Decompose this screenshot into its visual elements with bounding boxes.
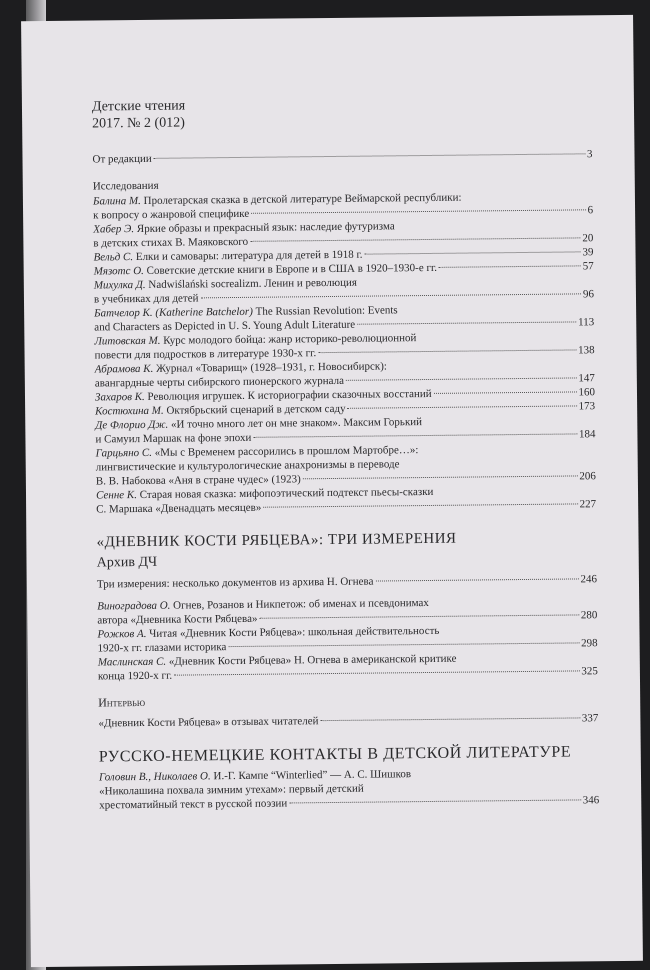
research-list (93, 189, 596, 516)
page-number: 96 (582, 288, 595, 301)
leader-dots (320, 717, 579, 721)
entry-title: повести для подростков в литературе 1930-х гг. (94, 347, 317, 362)
toc-entry (96, 483, 596, 516)
entry-title: «Николашина похвала зимним утехам»: первый детский (99, 782, 364, 798)
journal-title: Детские чтения (91, 98, 186, 115)
contacts-list (99, 765, 599, 812)
page-number: 184 (578, 428, 596, 441)
entry-author: Сенне К. (95, 489, 138, 502)
entry-title: «Дневник Кости Рябцева» в отзывах читателей (98, 715, 319, 730)
entry-title: 1920-х гг. глазами историка (97, 641, 227, 655)
entry-title: хрестоматийный текст в русской поэзии (99, 797, 288, 812)
diary-list (97, 594, 598, 683)
entry-title: The Russian Revolution: Events (255, 304, 398, 318)
page-number: 39 (582, 246, 594, 259)
entry-title: Советские детские книги в Европе и в США в 1920–1930-е гг. (146, 261, 438, 277)
entry-title: в учебниках для детей (93, 292, 199, 306)
entry-title: В. В. Набокова «Аня в стране чудес» (1923) (95, 473, 301, 488)
entry-title: Революция игрушек. К историографии сказочных восстаний (147, 387, 432, 403)
entry-title: и Самуил Маршак на фоне эпохи (95, 431, 252, 446)
entry-author: Маслинская С. (97, 655, 167, 669)
leader-dots (263, 503, 577, 507)
entry-title: Читая «Дневник Кости Рябцева»: школьная действительность (149, 624, 440, 640)
entry-author: Костюхина М. (95, 404, 164, 418)
entry-title: Старая новая сказка: мифопоэтический подтекст пьесы-сказки (139, 485, 434, 502)
section-heading-contacts: РУССКО-НЕМЕЦКИЕ КОНТАКТЫ В ДЕТСКОЙ ЛИТЕРАТУРЕ (98, 743, 572, 766)
page-number: 227 (579, 498, 597, 511)
entry-title: Яркие образы и прекрасный язык: наследие футуризма (136, 220, 395, 236)
page-number: 280 (580, 609, 598, 622)
entry-title: конца 1920-х гг. (97, 669, 173, 683)
section-heading-research: Исследования (92, 179, 159, 193)
page-number: 325 (581, 665, 598, 678)
entry-title: Елки и самовары: литература для детей в 1918 г. (135, 248, 363, 264)
entry-author: Вельд С. (93, 251, 134, 264)
entry-title: Октябрьский сценарий в детском саду (166, 402, 346, 417)
entry-author: Головин В., Николаев О. (98, 770, 211, 784)
entry-title: Огнев, Розанов и Никпетож: об именах и псевдонимах (173, 596, 429, 612)
entry-author: Гарцьяно С. (95, 446, 153, 460)
section-heading-diary: «ДНЕВНИК КОСТИ РЯБЦЕВА»: ТРИ ИЗМЕРЕНИЯ (96, 530, 457, 551)
interview-list (98, 711, 598, 730)
leader-dots (200, 293, 580, 298)
page-number: 160 (578, 386, 596, 399)
journal-header (92, 93, 592, 132)
leader-dots (375, 578, 578, 581)
leader-dots (439, 265, 581, 267)
toc-entry (98, 711, 598, 730)
entry-author: Захаров К. (94, 390, 145, 404)
entry-title: И.-Г. Кампе “Winterlied” — А. С. Шишков (213, 768, 412, 783)
leader-dots (318, 349, 576, 353)
leader-dots (251, 209, 585, 214)
entry-title: С. Маршака «Двенадцать месяцев» (96, 501, 262, 516)
leader-dots (154, 153, 585, 159)
entry-title: авангардные черты сибирского пионерского журнала (94, 374, 345, 390)
entry-author: Мязотс О. (93, 264, 144, 278)
entry-author: Балина М. (92, 194, 141, 208)
entry-title: Три измерения: несколько документов из архива Н. Огнева (96, 575, 374, 591)
entry-author: Хабер Э. (93, 223, 135, 236)
leader-dots (174, 670, 579, 675)
entry-text: От редакции (92, 152, 152, 166)
entry-author: Де Флорио Дж. (95, 418, 169, 432)
entry-title: автора «Дневника Кости Рябцева» (97, 612, 258, 627)
page-number: 20 (582, 232, 594, 245)
page-number: 3 (586, 148, 593, 161)
entry-title: Курс молодого бойца: жанр историко-революционной (163, 332, 417, 347)
page-number: 298 (581, 637, 598, 650)
leader-dots (250, 237, 580, 241)
leader-dots (357, 321, 576, 324)
entry-title: «Дневник Кости Рябцева» Н. Огнева в американской критике (168, 652, 457, 668)
page-number: 138 (577, 344, 595, 357)
entry-title: and Characters as Depicted in U. S. Young Adult Literature (94, 318, 356, 334)
page-number: 346 (582, 794, 600, 807)
entry-author: Абрамова К. (94, 362, 154, 376)
entry-title: в детских стихах В. Маяковского (93, 235, 249, 250)
leader-dots (346, 377, 576, 380)
page-number: 57 (582, 260, 594, 273)
entry-title: Журнал «Товарищ» (1928–1931, г. Новосибирск): (156, 360, 387, 375)
journal-issue: 2017. № 2 (012) (92, 115, 185, 132)
entry-title: «И точно много лет он мне знаком». Максим Горький (170, 416, 423, 431)
leader-dots (434, 391, 577, 393)
entry-title: к вопросу о жанровой специфике (93, 207, 250, 222)
leader-dots (364, 251, 580, 254)
subsection-heading-archive: Архив ДЧ (96, 554, 158, 571)
toc-entry (99, 765, 599, 812)
entry-author: Михулка Д. (93, 278, 146, 292)
entry-author: Рожков А. (97, 627, 147, 641)
leader-dots (289, 799, 580, 803)
page-number: 113 (578, 316, 595, 329)
leader-dots (259, 614, 578, 618)
page-number: 206 (579, 470, 596, 483)
page-number: 147 (578, 372, 595, 385)
page-number: 246 (580, 573, 598, 586)
page-number: 6 (587, 204, 594, 217)
table-of-contents (92, 93, 599, 812)
subsection-heading-interview: Интервью (98, 694, 146, 710)
entry-title: Пролетарская сказка в детской литературе Веймарской республики: (143, 191, 462, 207)
entry-title: лингвистические и культурологические анахронизмы в переводе (95, 458, 400, 474)
entry-title: Nadwiślański socrealizm. Ленин и революция (148, 276, 357, 291)
entry-author: Литовская М. (94, 334, 161, 348)
book-page (21, 15, 643, 967)
entry-title: «Мы с Временем рассорились в прошлом Мартобре…»: (154, 444, 419, 459)
leader-dots (303, 475, 578, 479)
entry-author: Виноградова О. (97, 599, 171, 613)
leader-dots (348, 405, 577, 408)
leader-dots (228, 642, 579, 647)
page-number: 337 (581, 712, 599, 725)
entry-author: Батчелор К. (Katherine Batchelor) (94, 305, 253, 320)
entry-line (98, 711, 598, 730)
toc-entry (96, 441, 596, 488)
page-number: 173 (578, 400, 596, 413)
leader-dots (253, 433, 577, 437)
